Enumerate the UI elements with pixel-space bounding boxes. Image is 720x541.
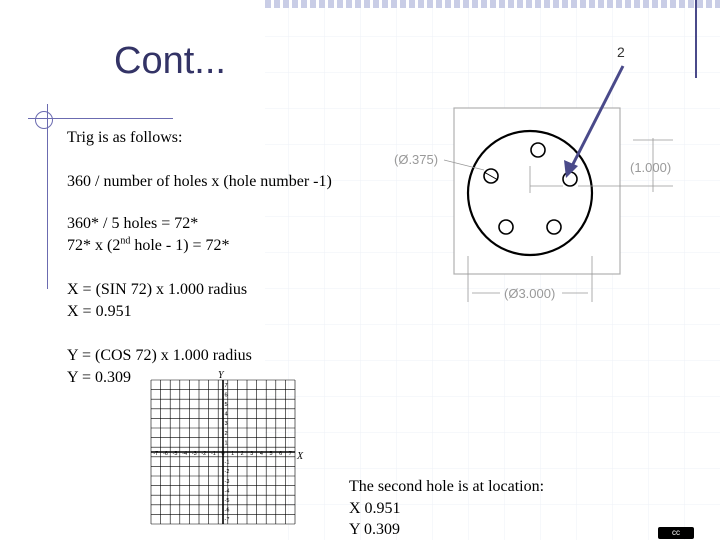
x-tick-label: -3 (191, 451, 197, 457)
height-dim-label: (1.000) (630, 160, 672, 175)
result-line-1: The second hole is at location: (349, 478, 545, 495)
right-decoration-bar (695, 0, 697, 78)
body-line-6: X = 0.951 (67, 303, 132, 320)
top-decoration-bar (265, 0, 720, 8)
y-tick-label: 1 (224, 440, 228, 447)
body-line-4 (67, 236, 230, 256)
bolt-circle-drawing (388, 106, 688, 306)
y-tick-label: -6 (224, 507, 230, 514)
body-line-4-pre: 72* x (2 (67, 237, 121, 254)
result-note (349, 476, 544, 541)
y-axis-label: Y (218, 370, 224, 381)
body-line-8: Y = 0.309 (67, 369, 131, 386)
x-tick-labels (153, 451, 291, 457)
left-vertical-rule (47, 104, 48, 289)
body-line-4-sup: nd (120, 235, 131, 247)
hole-dim-label: (Ø.375) (394, 152, 439, 167)
result-line-2: X 0.951 (349, 499, 401, 517)
y-tick-label: -2 (224, 469, 230, 476)
x-tick-label: -1 (210, 451, 216, 457)
body-line-2: 360 / number of holes x (hole number -1) (67, 173, 332, 190)
x-axis-label: X (297, 451, 304, 462)
coordinate-plane (145, 368, 315, 538)
x-tick-label: 3 (250, 451, 254, 457)
slide-title: Cont... (114, 40, 226, 82)
slide-number: 2 (617, 44, 625, 60)
y-tick-label: -4 (224, 488, 230, 495)
y-tick-label: 7 (224, 382, 228, 389)
body-line-3: 360* / 5 holes = 72* (67, 215, 199, 232)
x-tick-label: -4 (182, 451, 188, 457)
creative-commons-badge: cc (658, 527, 694, 539)
y-tick-label: 5 (224, 402, 228, 408)
x-tick-label: -7 (153, 451, 159, 457)
y-tick-label: 4 (224, 411, 228, 418)
y-tick-label: -5 (224, 498, 230, 504)
y-tick-label: 3 (224, 421, 228, 428)
y-tick-label: -1 (224, 459, 230, 466)
x-tick-label: 1 (231, 451, 235, 457)
x-tick-label: -6 (162, 451, 168, 457)
dia-dim-label: (Ø3.000) (504, 286, 556, 301)
y-tick-label: -3 (224, 478, 230, 485)
drawing-frame (454, 108, 620, 274)
body-line-1: Trig is as follows: (67, 129, 183, 146)
x-tick-label: -5 (172, 451, 178, 457)
x-tick-label: 5 (269, 451, 273, 457)
rule-circle-ornament (35, 111, 53, 129)
y-tick-label: 2 (224, 430, 228, 437)
y-tick-labels (225, 383, 230, 523)
y-tick-label: -7 (224, 517, 230, 524)
body-line-5: X = (SIN 72) x 1.000 radius (67, 281, 248, 298)
x-tick-label: 0 (221, 451, 225, 457)
body-line-4-post: hole - 1) = 72* (130, 237, 230, 254)
x-tick-label: 4 (259, 451, 263, 457)
x-tick-label: -2 (201, 451, 207, 457)
x-tick-label: 2 (240, 451, 244, 457)
body-line-7: Y = (COS 72) x 1.000 radius (67, 347, 252, 364)
result-line-3: Y 0.309 (349, 521, 400, 538)
x-tick-label: 7 (288, 451, 292, 457)
x-tick-label: 6 (279, 451, 283, 457)
y-tick-label: 6 (224, 392, 228, 399)
